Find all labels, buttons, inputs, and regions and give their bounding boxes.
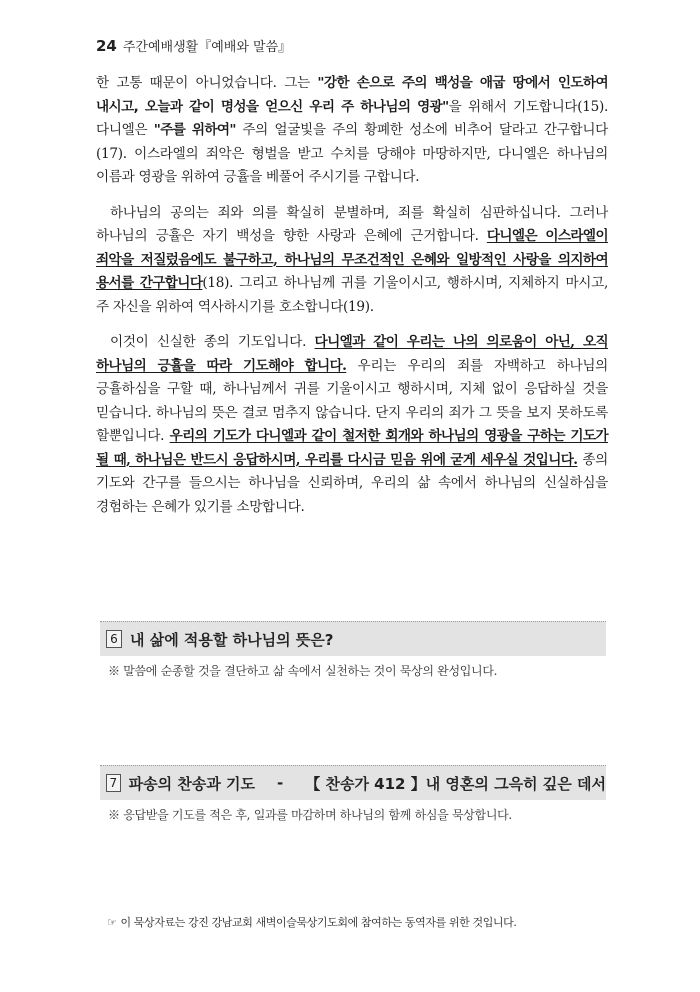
paragraph-3 xyxy=(96,331,608,519)
page-header xyxy=(96,36,291,55)
text-run: 우리는 우리의 죄를 자백하고 하나님의 긍휼하심을 구할 때, 하나님께서 귀를 기울이시고 행하시며, 지체 없이 응답하실 것을 믿습니다. 하나님의 뜻은 결코 멈추지 않습니다. 단지 우리의 죄가 그 뜻을 보지 못하도록 할뿐입니다. xyxy=(96,357,608,444)
body-text xyxy=(96,72,608,531)
pointing-hand-icon: ☞ xyxy=(107,916,117,929)
emphasis-underlined: 다니엘과 같이 우리는 나의 의로움이 아닌, 오직 하나님의 긍휼을 따라 기도해야 합니다. xyxy=(96,334,609,374)
text-run: 주의 얼굴빛을 주의 황폐한 성소에 비추어 달라고 간구합니다(17). 이스라엘의 죄악은 형벌을 받고 수치를 당해야 마땅하지만, 다니엘은 하나님의 이름과 영광을 위하여 긍휼을 베풀어 주시기를 구합니다. xyxy=(96,122,608,185)
paragraph-2 xyxy=(96,202,608,320)
section-6-header xyxy=(100,621,606,656)
paragraph-1 xyxy=(96,72,608,190)
bold-quote: "주를 위하여" xyxy=(153,122,236,138)
hymn-reference: 【 찬송가 412 】내 영혼의 그윽히 깊은 데서 xyxy=(305,774,606,793)
text-run: 종의 기도와 간구를 들으시는 하나님을 신뢰하며, 우리의 삶 속에서 하나님의 신실하심을 경험하는 은혜가 있기를 소망합니다. xyxy=(96,451,608,515)
book-title: 주간예배생활『예배와 말씀』 xyxy=(122,40,292,55)
section-number-box: 6 xyxy=(106,630,122,648)
text-run: 을 위해서 기도합니다(15). 다니엘은 xyxy=(96,98,608,138)
section-number-box: 7 xyxy=(106,774,121,792)
section-dash: - xyxy=(277,774,284,792)
footer-note xyxy=(107,914,516,930)
section-7-header xyxy=(100,765,606,800)
section-6-note: ※ 말씀에 순종할 것을 결단하고 삶 속에서 실천하는 것이 묵상의 완성입니다. xyxy=(108,664,498,678)
page-number: 24 xyxy=(96,37,117,55)
text-run: (18). 그리고 하나님께 귀를 기울이시고, 행하시며, 지체하지 마시고, 주 자신을 위하여 역사하시기를 호소합니다(19). xyxy=(96,275,608,315)
text-run: 한 고통 때문이 아니었습니다. 그는 xyxy=(96,75,318,91)
section-title: 내 삶에 적용할 하나님의 뜻은? xyxy=(130,630,334,649)
text-run: 이것이 신실한 종의 기도입니다. xyxy=(110,334,315,350)
bold-quote: "강한 손으로 주의 백성을 애굽 땅에서 인도하여 내시고, 오늘과 같이 명성을 얻으신 우리 주 하나님의 영광" xyxy=(96,75,608,115)
footer-text: 이 묵상자료는 강진 강남교회 새벽이슬묵상기도회에 참여하는 동역자를 위한 것입니다. xyxy=(120,916,517,929)
section-title: 파송의 찬송과 기도 xyxy=(128,774,256,793)
emphasis-underlined: 다니엘은 이스라엘이 죄악을 저질렀음에도 불구하고, 하나님의 무조건적인 은혜와 일방적인 사랑을 의지하여 용서를 간구합니다 xyxy=(96,228,608,291)
text-run: 하나님의 공의는 죄와 의를 확실히 분별하며, 죄를 확실히 심판하십니다. 그러나 하나님의 긍휼은 자기 백성을 향한 사랑과 은혜에 근거합니다. xyxy=(96,204,608,244)
section-7-note: ※ 응답받을 기도를 적은 후, 일과를 마감하며 하나님의 함께 하심을 묵상합니다. xyxy=(108,808,512,822)
emphasis-underlined: 우리의 기도가 다니엘과 같이 철저한 회개와 하나님의 영광을 구하는 기도가 될 때, 하나님은 반드시 응답하시며, 우리를 다시금 믿음 위에 굳게 세우실 것입니다. xyxy=(96,428,609,468)
